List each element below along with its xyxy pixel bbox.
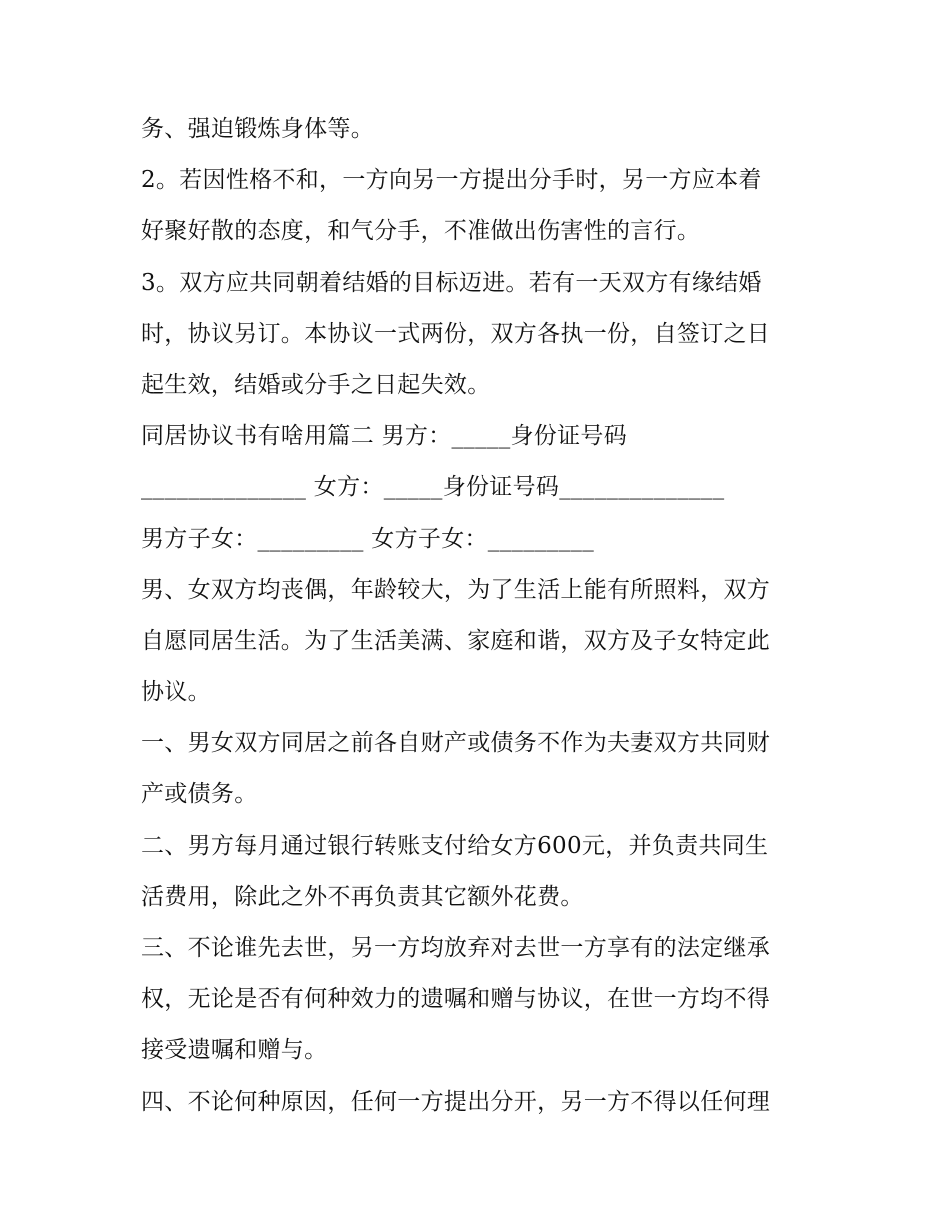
text-line: 权，无论是否有何种效力的遗嘱和赠与协议，在世一方均不得: [141, 986, 771, 1013]
text-line: 2。若因性格不和，一方向另一方提出分手时，另一方应本着: [141, 167, 762, 194]
text-line: 好聚好散的态度，和气分手，不准做出伤害性的言行。: [141, 218, 701, 245]
section-heading-line: 同居协议书有啥用篇二 男方：_____身份证号码: [141, 423, 628, 450]
text-line: 产或债务。: [141, 781, 258, 808]
text-line: 三、不论谁先去世，另一方均放弃对去世一方享有的法定继承: [141, 935, 771, 961]
text-line: 协议。: [141, 679, 211, 706]
form-field-line: ______________ 女方：_____身份证号码______________: [141, 474, 725, 501]
text-line: 男、女双方均丧偶，年龄较大，为了生活上能有所照料，双方: [141, 576, 771, 603]
text-line: 起生效，结婚或分手之日起失效。: [141, 371, 491, 398]
text-line: 时，协议另订。本协议一式两份，双方各执一份，自签订之日: [141, 320, 771, 347]
text-line: 活费用，除此之外不再负责其它额外花费。: [141, 883, 584, 910]
form-field-line: 男方子女：_________ 女方子女：_________: [141, 525, 595, 552]
text-line: 二、男方每月通过银行转账支付给女方600元，并负责共同生: [141, 832, 769, 859]
text-line: 接受遗嘱和赠与。: [141, 1037, 328, 1064]
text-line: 务、强迫锻炼身体等。: [141, 116, 374, 142]
document-body: [141, 104, 816, 1128]
text-line: 四、不论何种原因，任何一方提出分开，另一方不得以任何理: [141, 1088, 771, 1115]
text-line: 一、男女双方同居之前各自财产或债务不作为夫妻双方共同财: [141, 730, 771, 757]
text-line: 3。双方应共同朝着结婚的目标迈进。若有一天双方有缘结婚: [141, 269, 762, 296]
text-line: 自愿同居生活。为了生活美满、家庭和谐，双方及子女特定此: [141, 627, 771, 654]
